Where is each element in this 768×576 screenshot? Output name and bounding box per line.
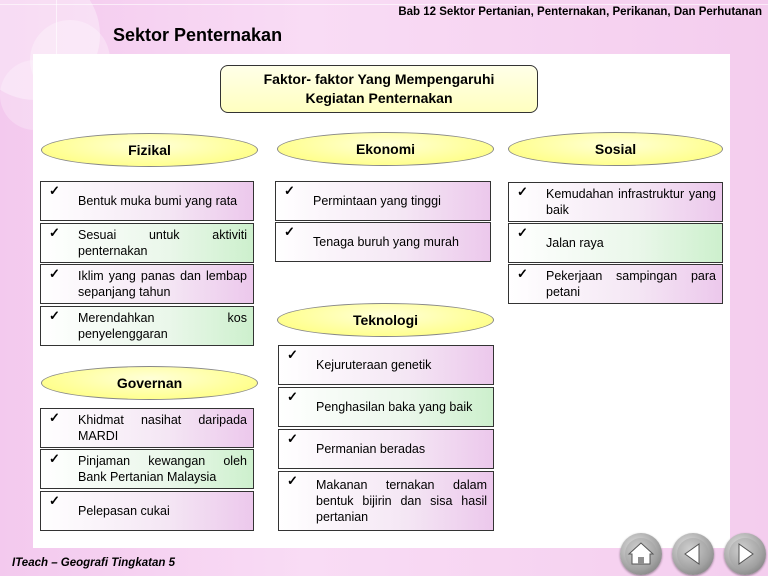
main-topic-box — [220, 65, 538, 113]
check-icon: ✓ — [287, 347, 298, 362]
list-item-text: Pekerjaan sampingan para petani — [546, 269, 716, 299]
list-item-text: Penghasilan baka yang baik — [316, 400, 473, 414]
check-icon: ✓ — [284, 224, 295, 239]
home-button[interactable] — [620, 533, 662, 575]
list-item — [508, 264, 723, 304]
back-button[interactable] — [672, 533, 714, 575]
check-icon: ✓ — [49, 266, 60, 281]
list-item-text: Kejuruteraan genetik — [316, 358, 432, 372]
check-icon: ✓ — [287, 431, 298, 446]
check-icon: ✓ — [517, 184, 528, 199]
list-item-text: Iklim yang panas dan lembap sepanjang tahun — [78, 269, 247, 299]
page-title: Sektor Penternakan — [113, 25, 283, 45]
check-icon: ✓ — [284, 183, 295, 198]
list-item — [40, 449, 254, 489]
list-item — [278, 471, 494, 531]
list-item — [278, 345, 494, 385]
list-item — [508, 223, 723, 263]
list-item — [508, 182, 723, 222]
list-item-text: Tenaga buruh yang murah — [313, 235, 459, 249]
check-icon: ✓ — [49, 410, 60, 425]
check-icon: ✓ — [287, 389, 298, 404]
main-topic-line-2: Kegiatan Penternakan — [305, 90, 453, 106]
category-teknologi: Teknologi — [277, 303, 494, 337]
list-item-text: Jalan raya — [546, 236, 604, 250]
category-fizikal: Fizikal — [41, 133, 258, 167]
category-sosial: Sosial — [508, 132, 723, 166]
list-item-text: Sesuai untuk aktiviti penternakan — [78, 228, 247, 258]
list-item-text: Pelepasan cukai — [78, 504, 170, 518]
list-item — [40, 181, 254, 221]
main-topic-line-1: Faktor- faktor Yang Mempengaruhi — [263, 71, 495, 87]
list-item — [278, 429, 494, 469]
list-item-text: Bentuk muka bumi yang rata — [78, 194, 238, 208]
list-item-text: Makanan ternakan dalam bentuk bijirin dan sisa hasil pertanian — [316, 478, 487, 524]
category-ekonomi: Ekonomi — [277, 132, 494, 166]
check-icon: ✓ — [49, 308, 60, 323]
list-item-text: Permanian beradas — [316, 442, 426, 456]
check-icon: ✓ — [49, 451, 60, 466]
list-item-text: Kemudahan infrastruktur yang baik — [546, 187, 716, 217]
list-item-text: Merendahkan kos penyelenggaran — [78, 311, 247, 341]
home-icon — [620, 533, 662, 575]
list-item — [40, 408, 254, 448]
forward-button[interactable] — [724, 533, 766, 575]
back-arrow-icon — [672, 533, 714, 575]
check-icon: ✓ — [287, 473, 298, 488]
check-icon: ✓ — [517, 225, 528, 240]
list-item — [275, 222, 491, 262]
forward-arrow-icon — [724, 533, 766, 575]
category-governan: Governan — [41, 366, 258, 400]
list-item-text: Pinjaman kewangan oleh Bank Pertanian Malaysia — [78, 454, 247, 484]
list-item-text: Khidmat nasihat daripada MARDI — [78, 413, 247, 443]
chapter-title: Bab 12 Sektor Pertanian, Penternakan, Perikanan, Dan Perhutanan — [398, 6, 762, 18]
check-icon: ✓ — [49, 225, 60, 240]
check-icon: ✓ — [49, 493, 60, 508]
check-icon: ✓ — [49, 183, 60, 198]
list-item — [40, 264, 254, 304]
list-item — [275, 181, 491, 221]
footer-text: ITeach – Geografi Tingkatan 5 — [12, 557, 175, 569]
decorative-line — [0, 4, 768, 5]
check-icon: ✓ — [517, 266, 528, 281]
list-item — [40, 223, 254, 263]
list-item — [40, 491, 254, 531]
list-item-text: Permintaan yang tinggi — [313, 194, 441, 208]
list-item — [278, 387, 494, 427]
list-item — [40, 306, 254, 346]
